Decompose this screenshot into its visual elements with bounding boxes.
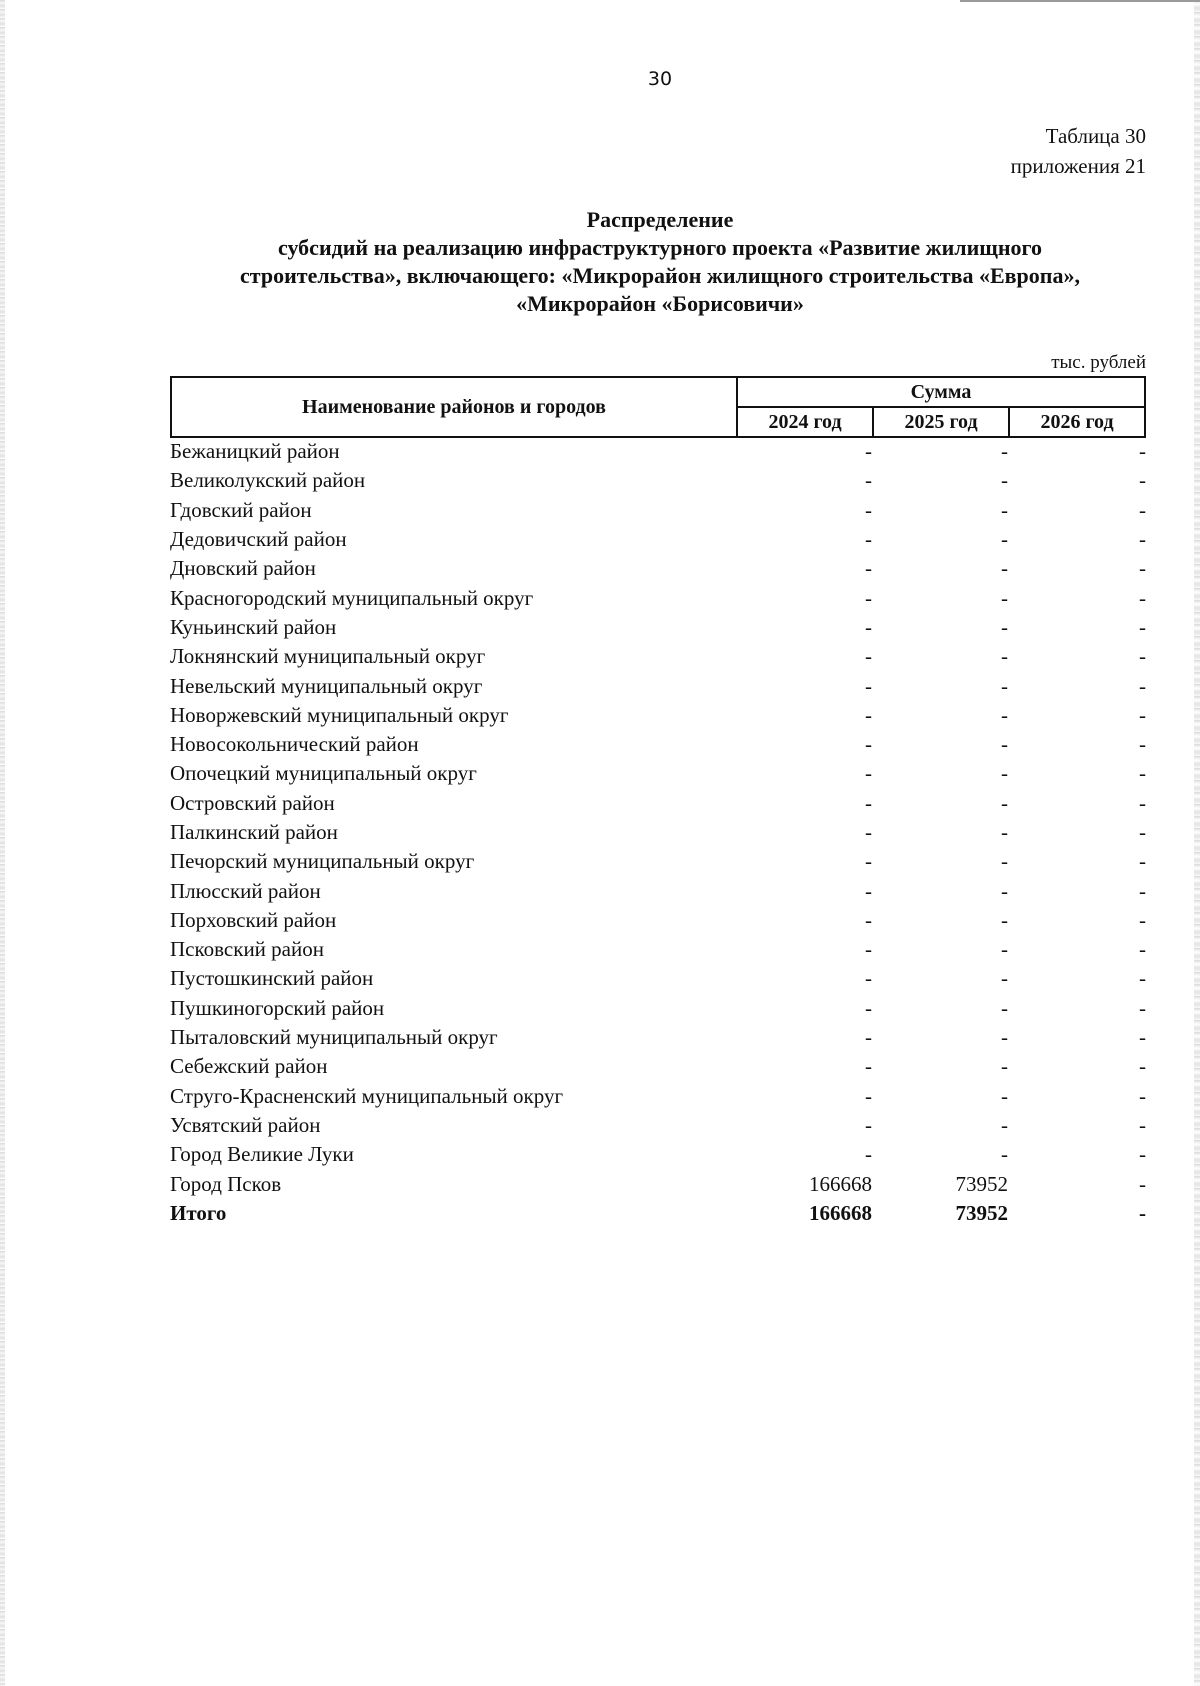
value-2026-text: - [1139,937,1146,962]
value-2026-text: - [1139,1142,1146,1167]
value-2024-text: - [865,937,872,962]
value-2025-text: - [1001,732,1008,757]
value-2024 [736,671,872,700]
value-2025-text: - [1001,439,1008,464]
value-2024-text: - [865,849,872,874]
value-2026 [1008,1052,1146,1081]
header-year-2025: 2025 год [873,407,1009,437]
value-2025 [872,466,1008,495]
value-2026-text: - [1139,585,1146,610]
table-row [170,1023,1146,1052]
scan-edge-left [0,0,5,1686]
value-2024-text: - [865,966,872,991]
value-2026-text: - [1139,966,1146,991]
value-2026 [1008,1023,1146,1052]
value-2024-text: - [865,995,872,1020]
value-2024-text: - [865,1083,872,1108]
value-2024 [736,701,872,730]
value-2026 [1008,613,1146,642]
value-2025 [872,1169,1008,1198]
value-2026-text: - [1139,907,1146,932]
value-2024-text: - [865,527,872,552]
value-2025-text: - [1001,878,1008,903]
value-2026-text: - [1139,468,1146,493]
value-2024 [736,759,872,788]
value-2025-text: - [1001,849,1008,874]
value-2025 [872,613,1008,642]
table-body [170,437,1146,1228]
table-row [170,935,1146,964]
document-title [160,206,1160,318]
value-2024 [736,789,872,818]
value-2026 [1008,994,1146,1023]
value-2024 [736,1052,872,1081]
value-2024-text: - [865,497,872,522]
value-2026-text: - [1139,497,1146,522]
table-row [170,1052,1146,1081]
value-2025-text: - [1001,1025,1008,1050]
header-year-2026: 2026 год [1009,407,1145,437]
value-2026 [1008,1140,1146,1169]
value-2024 [736,583,872,612]
row-name: Невельский муниципальный округ [170,673,483,698]
row-name: Дновский район [170,556,316,581]
value-2025 [872,730,1008,759]
table-row [170,1111,1146,1140]
header-year-2024: 2024 год [737,407,873,437]
value-2025-text: - [1001,1112,1008,1137]
row-name: Пыталовский муниципальный округ [170,1025,498,1050]
row-name: Островский район [170,790,335,815]
value-2025-text: - [1001,761,1008,786]
value-2024-text: - [865,644,872,669]
table-row [170,1140,1146,1169]
value-2026 [1008,906,1146,935]
value-2026 [1008,701,1146,730]
value-2024 [736,466,872,495]
value-2025 [872,437,1008,466]
value-2026 [1008,789,1146,818]
table-row [170,554,1146,583]
row-name: Бежаницкий район [170,439,340,464]
value-2025 [872,496,1008,525]
row-name: Новоржевский муниципальный округ [170,702,509,727]
value-2024 [736,1082,872,1111]
value-2026-text: - [1139,878,1146,903]
table-row [170,437,1146,466]
value-2025 [872,876,1008,905]
value-2024 [736,496,872,525]
value-2025-text: - [1001,1083,1008,1108]
value-2024-text: - [865,1054,872,1079]
row-name: Плюсский район [170,878,321,903]
value-2026-text: - [1139,644,1146,669]
value-2025-text: 73952 [955,1171,1008,1196]
value-2025-text: - [1001,820,1008,844]
value-2026 [1008,583,1146,612]
value-2025 [872,1023,1008,1052]
value-2026-text: - [1139,1054,1146,1079]
value-2025 [872,789,1008,818]
row-name: Пустошкинский район [170,966,374,991]
value-2025-text: - [1001,556,1008,581]
value-2026-text: - [1139,1112,1146,1137]
value-2025 [872,1052,1008,1081]
value-2026 [1008,466,1146,495]
row-name: Порховский район [170,907,337,932]
value-2025 [872,847,1008,876]
value-2024-text: 166668 [809,1200,872,1225]
title-line-3: строительства», включающего: «Микрорайон жилищного строительства «Европа», [240,263,1080,288]
value-2024-text: - [865,468,872,493]
value-2024 [736,935,872,964]
value-2024 [736,437,872,466]
value-2024 [736,613,872,642]
value-2024 [736,964,872,993]
value-2026 [1008,1199,1146,1228]
value-2024-text: - [865,732,872,757]
value-2024-text: - [865,790,872,815]
scan-edge-top [960,0,1200,2]
value-2024-text: 166668 [809,1171,872,1196]
value-2024-text: - [865,907,872,932]
value-2025-text: - [1001,497,1008,522]
table-row [170,466,1146,495]
value-2024-text: - [865,878,872,903]
table-row [170,730,1146,759]
value-2026-text: - [1139,790,1146,815]
value-2026 [1008,671,1146,700]
value-2024-text: - [865,556,872,581]
value-2025 [872,935,1008,964]
value-2025-text: - [1001,1142,1008,1167]
value-2026-text: - [1139,761,1146,786]
table-reference [1011,121,1146,181]
value-2026-text: - [1139,673,1146,698]
value-2024-text: - [865,673,872,698]
header-name: Наименование районов и городов [171,377,737,437]
table-reference-line2: приложения 21 [1010,154,1146,178]
value-2025-text: - [1001,614,1008,639]
row-name: Куньинский район [170,614,337,639]
value-2025-text: - [1001,1054,1008,1079]
value-2024-text: - [865,702,872,727]
table-row [170,847,1146,876]
row-name: Пушкиногорский район [170,995,385,1020]
row-name: Усвятский район [170,1112,321,1137]
value-2024 [736,876,872,905]
value-2025 [872,759,1008,788]
value-2026 [1008,496,1146,525]
value-2026-text: - [1139,1200,1146,1225]
title-line-2: субсидий на реализацию инфраструктурного проекта «Развитие жилищного [278,235,1042,260]
table-row [170,789,1146,818]
value-2026-text: - [1139,702,1146,727]
value-2024 [736,994,872,1023]
table-row [170,496,1146,525]
total-row [170,1199,1146,1228]
value-2026 [1008,935,1146,964]
value-2026 [1008,876,1146,905]
value-2026 [1008,730,1146,759]
value-2026-text: - [1139,439,1146,464]
value-2024-text: - [865,614,872,639]
value-2026 [1008,1169,1146,1198]
value-2025-text: - [1001,585,1008,610]
value-2025-text: - [1001,790,1008,815]
value-2025-text: - [1001,966,1008,991]
value-2026 [1008,818,1146,847]
value-2026-text: - [1139,1171,1146,1196]
value-2026 [1008,759,1146,788]
value-2024 [736,642,872,671]
row-name: Печорский муниципальный округ [170,849,475,874]
value-2025 [872,1140,1008,1169]
value-2024 [736,1169,872,1198]
value-2024 [736,1111,872,1140]
table-row [170,613,1146,642]
scan-edge-right [1194,0,1200,1686]
title-line-1: Распределение [586,207,734,232]
table-row [170,701,1146,730]
table-row [170,994,1146,1023]
value-2024 [736,1199,872,1228]
value-2026 [1008,964,1146,993]
value-2026-text: - [1139,1025,1146,1050]
value-2025 [872,1199,1008,1228]
value-2024 [736,906,872,935]
value-2025 [872,1082,1008,1111]
value-2026-text: - [1139,556,1146,581]
table-row [170,906,1146,935]
value-2024-text: - [865,820,872,844]
row-name: Новосокольнический район [170,732,419,757]
value-2025-text: - [1001,527,1008,552]
value-2024-text: - [865,1142,872,1167]
value-2025 [872,906,1008,935]
value-2024-text: - [865,761,872,786]
value-2025-text: - [1001,468,1008,493]
value-2024 [736,554,872,583]
value-2025 [872,554,1008,583]
page-number: 30 [647,68,673,90]
table-reference-line1: Таблица 30 [1045,124,1146,148]
value-2026-text: - [1139,995,1146,1020]
row-name: Локнянский муниципальный округ [170,644,486,669]
value-2025 [872,671,1008,700]
value-2026-text: - [1139,849,1146,874]
value-2025 [872,1111,1008,1140]
value-2025 [872,818,1008,847]
title-line-4: «Микрорайон «Борисовичи» [516,291,804,316]
table-row [170,671,1146,700]
value-2024 [736,525,872,554]
value-2025 [872,583,1008,612]
value-2025-text: - [1001,937,1008,962]
value-2026-text: - [1139,1083,1146,1108]
value-2026 [1008,847,1146,876]
value-2025 [872,701,1008,730]
row-name: Красногородский муниципальный округ [170,585,534,610]
table-row [170,759,1146,788]
value-2024 [736,818,872,847]
table-row [170,583,1146,612]
value-2026 [1008,1082,1146,1111]
row-name: Струго-Красненский муниципальный округ [170,1083,564,1108]
row-name: Дедовичский район [170,527,347,552]
value-2025 [872,964,1008,993]
value-2025-text: 73952 [955,1200,1008,1225]
value-2024-text: - [865,1025,872,1050]
value-2024-text: - [865,585,872,610]
value-2026 [1008,1111,1146,1140]
value-2025 [872,642,1008,671]
value-2025-text: - [1001,702,1008,727]
value-2026 [1008,554,1146,583]
row-name: Город Псков [170,1171,282,1196]
value-2024 [736,730,872,759]
value-2025-text: - [1001,995,1008,1020]
row-name: Опочецкий муниципальный округ [170,761,477,786]
table-header [170,376,1146,438]
table-row [170,964,1146,993]
value-2025-text: - [1001,907,1008,932]
value-2024-text: - [865,1112,872,1137]
table-row [170,1082,1146,1111]
value-2024 [736,847,872,876]
value-2024 [736,1140,872,1169]
units-label: тыс. рублей [1051,352,1146,373]
table-row [170,642,1146,671]
row-name: Великолукский район [170,468,366,493]
value-2026 [1008,437,1146,466]
total-label: Итого [170,1200,227,1225]
table-row [170,876,1146,905]
table-row [170,818,1146,847]
value-2025-text: - [1001,644,1008,669]
value-2025 [872,525,1008,554]
table-row [170,1169,1146,1198]
row-name: Гдовский район [170,497,312,522]
row-name: Палкинский район [170,820,338,844]
value-2026-text: - [1139,614,1146,639]
value-2026-text: - [1139,820,1146,844]
row-name: Город Великие Луки [170,1142,354,1167]
value-2026 [1008,525,1146,554]
table-row [170,525,1146,554]
value-2024 [736,1023,872,1052]
header-sum: Сумма [737,377,1145,407]
value-2025 [872,994,1008,1023]
value-2026-text: - [1139,732,1146,757]
row-name: Себежский район [170,1054,328,1079]
value-2025-text: - [1001,673,1008,698]
value-2026 [1008,642,1146,671]
value-2024-text: - [865,439,872,464]
row-name: Псковский район [170,937,324,962]
value-2026-text: - [1139,527,1146,552]
